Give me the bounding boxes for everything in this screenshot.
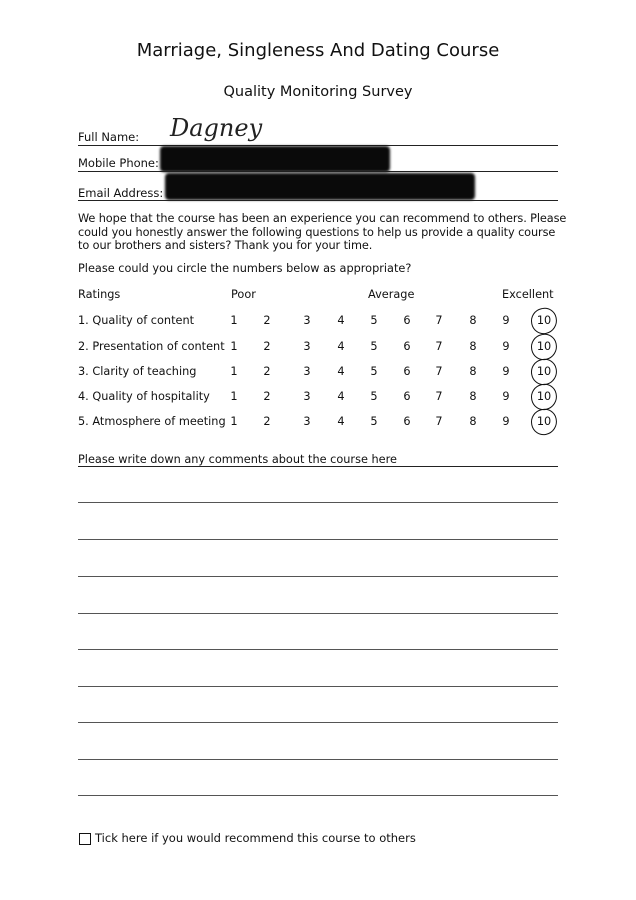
- rating-option-7[interactable]: 7: [435, 390, 443, 403]
- rating-option-6[interactable]: 6: [403, 415, 411, 428]
- rating-option-8[interactable]: 8: [469, 415, 477, 428]
- rating-option-5[interactable]: 5: [370, 415, 378, 428]
- rating-option-10[interactable]: 10: [536, 390, 552, 403]
- rating-row-label: 1. Quality of content: [78, 314, 195, 327]
- rating-row-label: 3. Clarity of teaching: [78, 365, 197, 378]
- form-subtitle: Quality Monitoring Survey: [223, 84, 413, 100]
- rating-option-4[interactable]: 4: [337, 415, 345, 428]
- rating-option-7[interactable]: 7: [435, 314, 443, 327]
- rating-option-7[interactable]: 7: [435, 365, 443, 378]
- instruction-text: Please could you circle the numbers below as appropriate?: [78, 262, 412, 275]
- rating-option-1[interactable]: 1: [230, 314, 238, 327]
- rating-option-4[interactable]: 4: [337, 390, 345, 403]
- email-address-line[interactable]: [78, 200, 558, 201]
- rating-option-9[interactable]: 9: [502, 390, 510, 403]
- ratings-header: Ratings: [78, 288, 121, 301]
- rating-option-9[interactable]: 9: [502, 415, 510, 428]
- poor-header: Poor: [231, 288, 256, 301]
- full-name-handwritten: Dagney: [170, 114, 263, 142]
- rating-option-7[interactable]: 7: [435, 415, 443, 428]
- rating-option-6[interactable]: 6: [403, 365, 411, 378]
- rating-option-4[interactable]: 4: [337, 314, 345, 327]
- recommend-label: Tick here if you would recommend this course to others: [95, 831, 416, 845]
- rating-option-8[interactable]: 8: [469, 390, 477, 403]
- comments-line[interactable]: [78, 649, 558, 650]
- rating-option-3[interactable]: 3: [303, 390, 311, 403]
- rating-option-5[interactable]: 5: [370, 340, 378, 353]
- mobile-phone-line[interactable]: [78, 171, 558, 172]
- rating-option-9[interactable]: 9: [502, 314, 510, 327]
- comments-line[interactable]: [78, 466, 558, 467]
- comments-line[interactable]: [78, 722, 558, 723]
- rating-option-5[interactable]: 5: [370, 390, 378, 403]
- rating-option-3[interactable]: 3: [303, 415, 311, 428]
- comments-line[interactable]: [78, 759, 558, 760]
- rating-option-4[interactable]: 4: [337, 365, 345, 378]
- comments-line[interactable]: [78, 795, 558, 796]
- rating-option-1[interactable]: 1: [230, 340, 238, 353]
- rating-option-10[interactable]: 10: [536, 340, 552, 353]
- rating-option-6[interactable]: 6: [403, 340, 411, 353]
- comments-line[interactable]: [78, 686, 558, 687]
- rating-option-1[interactable]: 1: [230, 365, 238, 378]
- rating-option-3[interactable]: 3: [303, 314, 311, 327]
- rating-option-4[interactable]: 4: [337, 340, 345, 353]
- rating-row-label: 4. Quality of hospitality: [78, 390, 210, 403]
- comments-line[interactable]: [78, 576, 558, 577]
- selected-rating-circle: [529, 407, 560, 438]
- rating-option-1[interactable]: 1: [230, 390, 238, 403]
- comments-line[interactable]: [78, 613, 558, 614]
- rating-option-9[interactable]: 9: [502, 340, 510, 353]
- form-title: Marriage, Singleness And Dating Course: [136, 40, 500, 61]
- rating-option-8[interactable]: 8: [469, 340, 477, 353]
- rating-option-8[interactable]: 8: [469, 365, 477, 378]
- rating-option-2[interactable]: 2: [263, 415, 271, 428]
- comments-line[interactable]: [78, 539, 558, 540]
- rating-option-8[interactable]: 8: [469, 314, 477, 327]
- rating-option-10[interactable]: 10: [536, 415, 552, 428]
- recommend-checkbox[interactable]: [79, 833, 91, 845]
- selected-rating-circle: [529, 306, 560, 337]
- rating-row-label: 5. Atmosphere of meeting: [78, 415, 226, 428]
- rating-option-1[interactable]: 1: [230, 415, 238, 428]
- comments-label: Please write down any comments about the course here: [78, 453, 397, 466]
- mobile-phone-redaction: [160, 146, 390, 172]
- rating-option-5[interactable]: 5: [370, 365, 378, 378]
- average-header: Average: [368, 288, 415, 301]
- comments-line[interactable]: [78, 502, 558, 503]
- rating-option-9[interactable]: 9: [502, 365, 510, 378]
- rating-option-2[interactable]: 2: [263, 390, 271, 403]
- rating-option-3[interactable]: 3: [303, 365, 311, 378]
- email-address-redaction: [165, 173, 475, 200]
- rating-option-6[interactable]: 6: [403, 390, 411, 403]
- rating-option-2[interactable]: 2: [263, 340, 271, 353]
- rating-option-10[interactable]: 10: [536, 365, 552, 378]
- excellent-header: Excellent: [502, 288, 554, 301]
- rating-option-6[interactable]: 6: [403, 314, 411, 327]
- rating-option-2[interactable]: 2: [263, 365, 271, 378]
- mobile-phone-label: Mobile Phone:: [78, 156, 159, 170]
- rating-option-3[interactable]: 3: [303, 340, 311, 353]
- rating-row-label: 2. Presentation of content: [78, 340, 225, 353]
- email-address-label: Email Address:: [78, 186, 164, 200]
- rating-option-2[interactable]: 2: [263, 314, 271, 327]
- rating-option-10[interactable]: 10: [536, 314, 552, 327]
- rating-option-5[interactable]: 5: [370, 314, 378, 327]
- intro-paragraph: We hope that the course has been an experience you can recommend to others. Please could you honestly answer the following questions to help us provide a quality course to our brothers and sisters? Thank you for your time.: [78, 212, 567, 252]
- rating-option-7[interactable]: 7: [435, 340, 443, 353]
- full-name-label: Full Name:: [78, 130, 140, 144]
